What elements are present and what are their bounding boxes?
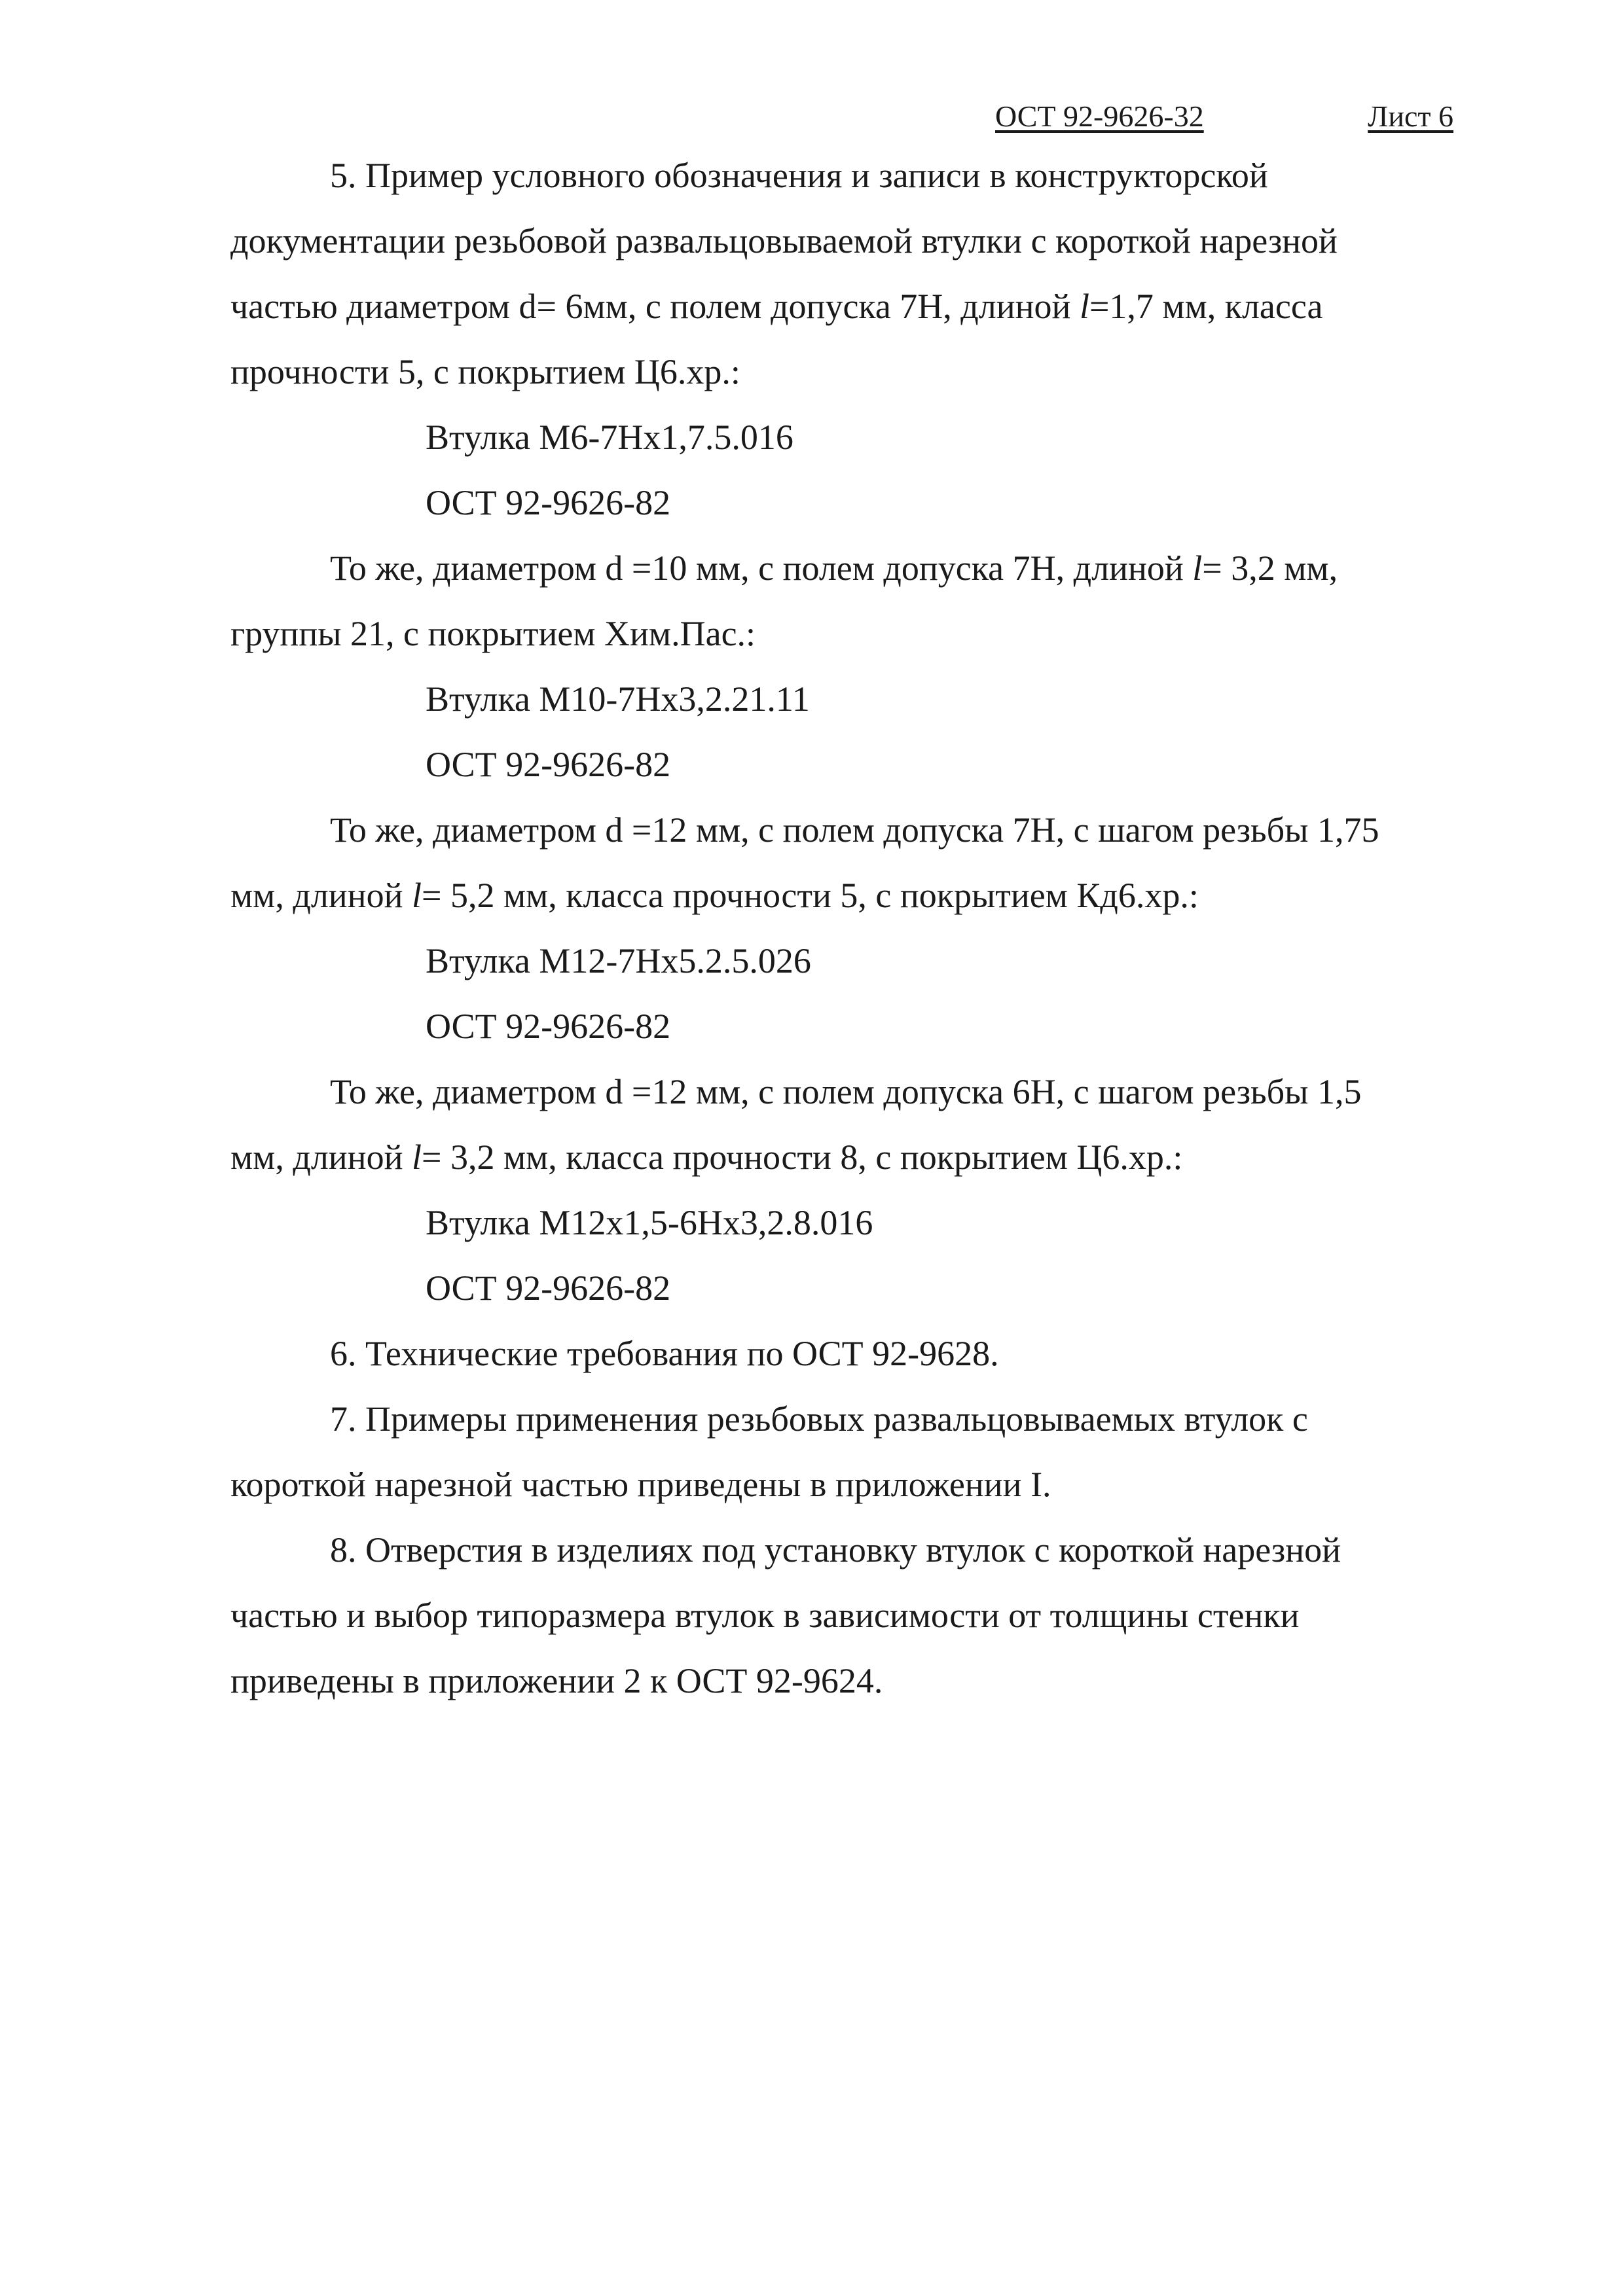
paragraph-5-line-2: документации резьбовой развальцовываемой втулки с короткой нарезной	[230, 221, 1338, 260]
alternative-3-line-2-text-a: мм, длиной	[230, 876, 412, 915]
paragraph-5-line-4: прочности 5, с покрытием Ц6.хр.:	[230, 352, 740, 391]
example-3-standard: ОСТ 92-9626-82	[426, 1007, 671, 1046]
length-variable: l	[411, 1138, 422, 1177]
example-1-standard: ОСТ 92-9626-82	[426, 483, 671, 522]
paragraph-7-line-1: 7. Примеры применения резьбовых развальцовываемых втулок с	[330, 1399, 1308, 1439]
document-body	[230, 143, 1461, 1713]
paragraph-8-line-3: приведены в приложении 2 к ОСТ 92-9624.	[230, 1661, 883, 1700]
alternative-4-line-2-text-a: мм, длиной	[230, 1138, 412, 1177]
alternative-4-line-1: То же, диаметром d =12 мм, с полем допуска 6Н, с шагом резьбы 1,5	[330, 1072, 1362, 1111]
length-variable: l	[411, 876, 422, 915]
alternative-3-line-1: То же, диаметром d =12 мм, с полем допуска 7Н, с шагом резьбы 1,75	[330, 810, 1379, 850]
example-4-standard: ОСТ 92-9626-82	[426, 1268, 671, 1308]
alternative-3-line-2	[230, 863, 1461, 928]
document-code: ОСТ 92-9626-32	[995, 99, 1204, 133]
paragraph-5-line-3-text-a: частью диаметром d= 6мм, с полем допуска 7Н, длиной	[230, 287, 1080, 326]
paragraph-5-line-3	[230, 274, 1461, 339]
alternative-2-line-1-text-b: = 3,2 мм,	[1202, 548, 1338, 588]
alternative-2-line-2: группы 21, с покрытием Хим.Пас.:	[230, 614, 756, 653]
paragraph-6: 6. Технические требования по ОСТ 92-9628.	[330, 1334, 999, 1373]
sheet-number: Лист 6	[1368, 99, 1453, 133]
example-2-standard: ОСТ 92-9626-82	[426, 745, 671, 784]
paragraph-7-line-2: короткой нарезной частью приведены в приложении I.	[230, 1465, 1051, 1504]
paragraph-8-line-1: 8. Отверстия в изделиях под установку втулок с короткой нарезной	[330, 1530, 1341, 1570]
paragraph-5-line-3-text-b: =1,7 мм, класса	[1089, 287, 1323, 326]
example-4-designation: Втулка М12х1,5-6Нх3,2.8.016	[426, 1203, 873, 1242]
page-header	[995, 97, 1453, 136]
alternative-2-line-1-text-a: То же, диаметром d =10 мм, с полем допуска 7Н, длиной	[330, 548, 1193, 588]
example-2-designation: Втулка М10-7Нх3,2.21.11	[426, 679, 810, 719]
paragraph-8-line-2: частью и выбор типоразмера втулок в зависимости от толщины стенки	[230, 1596, 1300, 1635]
alternative-3-line-2-text-b: = 5,2 мм, класса прочности 5, с покрытием Кд6.хр.:	[421, 876, 1199, 915]
example-3-designation: Втулка М12-7Нх5.2.5.026	[426, 941, 811, 980]
paragraph-5-line-1: 5. Пример условного обозначения и записи в конструкторской	[330, 156, 1268, 195]
alternative-4-line-2	[230, 1124, 1461, 1190]
length-variable: l	[1079, 287, 1089, 326]
alternative-4-line-2-text-b: = 3,2 мм, класса прочности 8, с покрытием Ц6.хр.:	[421, 1138, 1183, 1177]
alternative-2-line-1	[230, 535, 1461, 601]
length-variable: l	[1192, 548, 1203, 588]
example-1-designation: Втулка М6-7Нх1,7.5.016	[426, 418, 793, 457]
